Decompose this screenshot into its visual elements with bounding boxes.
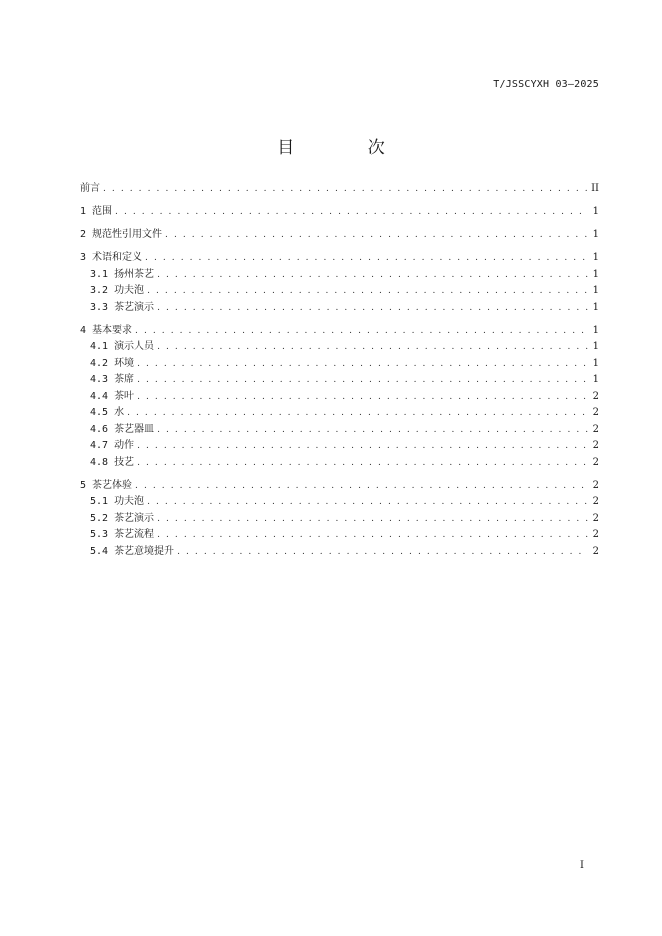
toc-entry-page: 1 bbox=[592, 341, 599, 352]
toc-entry-number: 5 bbox=[80, 479, 87, 491]
toc-entry-label: 规范性引用文件 bbox=[92, 229, 163, 240]
toc-entry-number: 5.1 bbox=[90, 496, 109, 507]
toc-entry-page: 2 bbox=[592, 529, 599, 540]
toc-leader-dots bbox=[135, 323, 588, 340]
toc-entry[interactable] bbox=[80, 494, 599, 511]
toc-entry-label: 茶席 bbox=[114, 374, 135, 385]
toc-entry-label: 环境 bbox=[114, 357, 135, 369]
toc-leader-dots bbox=[157, 267, 588, 284]
toc-entry-label: 茶艺流程 bbox=[114, 529, 155, 540]
toc-leader-dots bbox=[147, 283, 588, 300]
toc-entry[interactable] bbox=[80, 267, 599, 284]
toc-entry-label: 范围 bbox=[92, 206, 113, 217]
toc-entry-page: 2 bbox=[592, 407, 599, 418]
toc-entry[interactable] bbox=[80, 455, 599, 472]
toc-leader-dots bbox=[137, 438, 588, 455]
toc-leader-dots bbox=[157, 300, 588, 317]
toc-entry[interactable] bbox=[80, 204, 599, 221]
toc-leader-dots bbox=[137, 372, 588, 389]
toc-leader-dots bbox=[115, 204, 588, 221]
toc-entry[interactable] bbox=[80, 405, 599, 422]
toc-entry-number: 3.1 bbox=[90, 268, 109, 280]
toc-entry-label: 功夫泡 bbox=[114, 285, 145, 296]
toc-entry-page: 1 bbox=[592, 252, 599, 263]
toc-entry[interactable] bbox=[80, 181, 599, 198]
toc-entry-page: 2 bbox=[592, 545, 599, 557]
toc-entry-number: 3 bbox=[80, 252, 87, 263]
toc-entry-number: 2 bbox=[80, 229, 87, 240]
toc-leader-dots bbox=[147, 494, 588, 511]
toc-entry-page: 1 bbox=[592, 357, 599, 369]
toc-entry-number: 5.4 bbox=[90, 545, 109, 557]
toc-entry-number: 1 bbox=[80, 206, 87, 217]
toc-entry[interactable] bbox=[80, 527, 599, 544]
toc-entry[interactable] bbox=[80, 356, 599, 373]
toc-leader-dots bbox=[165, 227, 588, 244]
toc-entry-label: 水 bbox=[114, 407, 125, 418]
toc-entry-label: 扬州茶艺 bbox=[114, 268, 155, 280]
toc-entry-number: 4.8 bbox=[90, 456, 109, 468]
toc-leader-dots bbox=[135, 478, 588, 495]
toc-entry-label: 技艺 bbox=[114, 456, 135, 468]
toc-entry[interactable] bbox=[80, 283, 599, 300]
toc-entry[interactable] bbox=[80, 300, 599, 317]
toc-entry-label: 茶叶 bbox=[114, 390, 135, 402]
toc-entry-number: 4.7 bbox=[90, 440, 109, 451]
toc-entry-page: 2 bbox=[592, 440, 599, 451]
toc-entry[interactable] bbox=[80, 227, 599, 244]
toc-leader-dots bbox=[103, 181, 588, 198]
toc-entry-page: 1 bbox=[592, 229, 599, 240]
toc-entry-label: 茶艺意境提升 bbox=[114, 545, 175, 557]
page-number: I bbox=[580, 860, 584, 871]
toc-entry-page: 2 bbox=[592, 496, 599, 507]
page-title: 目 次 bbox=[277, 138, 419, 158]
toc-entry-label: 术语和定义 bbox=[92, 252, 143, 263]
toc-entry-label: 茶艺演示 bbox=[114, 512, 155, 524]
toc-entry-page: 2 bbox=[592, 512, 599, 524]
toc-leader-dots bbox=[145, 250, 588, 267]
table-of-contents bbox=[80, 181, 599, 560]
toc-leader-dots bbox=[137, 356, 588, 373]
toc-leader-dots bbox=[157, 527, 588, 544]
toc-entry-number: 3.3 bbox=[90, 301, 109, 313]
toc-entry-page: 1 bbox=[592, 285, 599, 296]
toc-entry[interactable] bbox=[80, 339, 599, 356]
toc-entry[interactable] bbox=[80, 478, 599, 495]
toc-entry-label: 茶艺体验 bbox=[92, 479, 133, 491]
toc-entry-page: 1 bbox=[592, 374, 599, 385]
toc-entry-number: 3.2 bbox=[90, 285, 109, 296]
toc-entry-number: 5.3 bbox=[90, 529, 109, 540]
toc-entry-label: 功夫泡 bbox=[114, 496, 145, 507]
toc-entry[interactable] bbox=[80, 323, 599, 340]
toc-leader-dots bbox=[137, 455, 588, 472]
toc-entry-page: 1 bbox=[592, 324, 599, 336]
standard-code: T/JSSCYXH 03—2025 bbox=[493, 79, 599, 90]
toc-entry-page: 2 bbox=[592, 479, 599, 491]
toc-entry-number: 4.5 bbox=[90, 407, 109, 418]
toc-entry-label: 茶艺演示 bbox=[114, 301, 155, 313]
toc-entry-page: 2 bbox=[592, 456, 599, 468]
toc-entry[interactable] bbox=[80, 389, 599, 406]
toc-entry-page: 1 bbox=[592, 268, 599, 280]
toc-leader-dots bbox=[157, 511, 588, 528]
toc-entry-page: 1 bbox=[592, 301, 599, 313]
toc-entry[interactable] bbox=[80, 372, 599, 389]
toc-entry-page: 2 bbox=[592, 390, 599, 402]
toc-entry-number: 4.3 bbox=[90, 374, 109, 385]
toc-entry-number: 4 bbox=[80, 324, 87, 336]
toc-entry-label: 演示人员 bbox=[114, 341, 155, 352]
toc-leader-dots bbox=[177, 544, 588, 561]
toc-leader-dots bbox=[127, 405, 588, 422]
toc-leader-dots bbox=[157, 339, 588, 356]
toc-entry-label: 前言 bbox=[80, 183, 100, 194]
toc-leader-dots bbox=[157, 422, 588, 439]
toc-entry-number: 4.4 bbox=[90, 390, 109, 402]
toc-entry[interactable] bbox=[80, 544, 599, 561]
toc-entry-number: 5.2 bbox=[90, 512, 109, 524]
toc-entry-number: 4.1 bbox=[90, 341, 109, 352]
toc-entry-label: 基本要求 bbox=[92, 324, 133, 336]
toc-entry-page: II bbox=[591, 183, 599, 194]
toc-entry-number: 4.6 bbox=[90, 423, 109, 435]
toc-entry[interactable] bbox=[80, 422, 599, 439]
toc-entry-page: 2 bbox=[592, 423, 599, 435]
toc-entry-number: 4.2 bbox=[90, 357, 109, 369]
toc-leader-dots bbox=[137, 389, 588, 406]
toc-entry-page: 1 bbox=[592, 206, 599, 217]
toc-entry-label: 茶艺器皿 bbox=[114, 423, 155, 435]
toc-entry[interactable] bbox=[80, 250, 599, 267]
toc-entry[interactable] bbox=[80, 438, 599, 455]
toc-entry-label: 动作 bbox=[114, 440, 135, 451]
toc-entry[interactable] bbox=[80, 511, 599, 528]
